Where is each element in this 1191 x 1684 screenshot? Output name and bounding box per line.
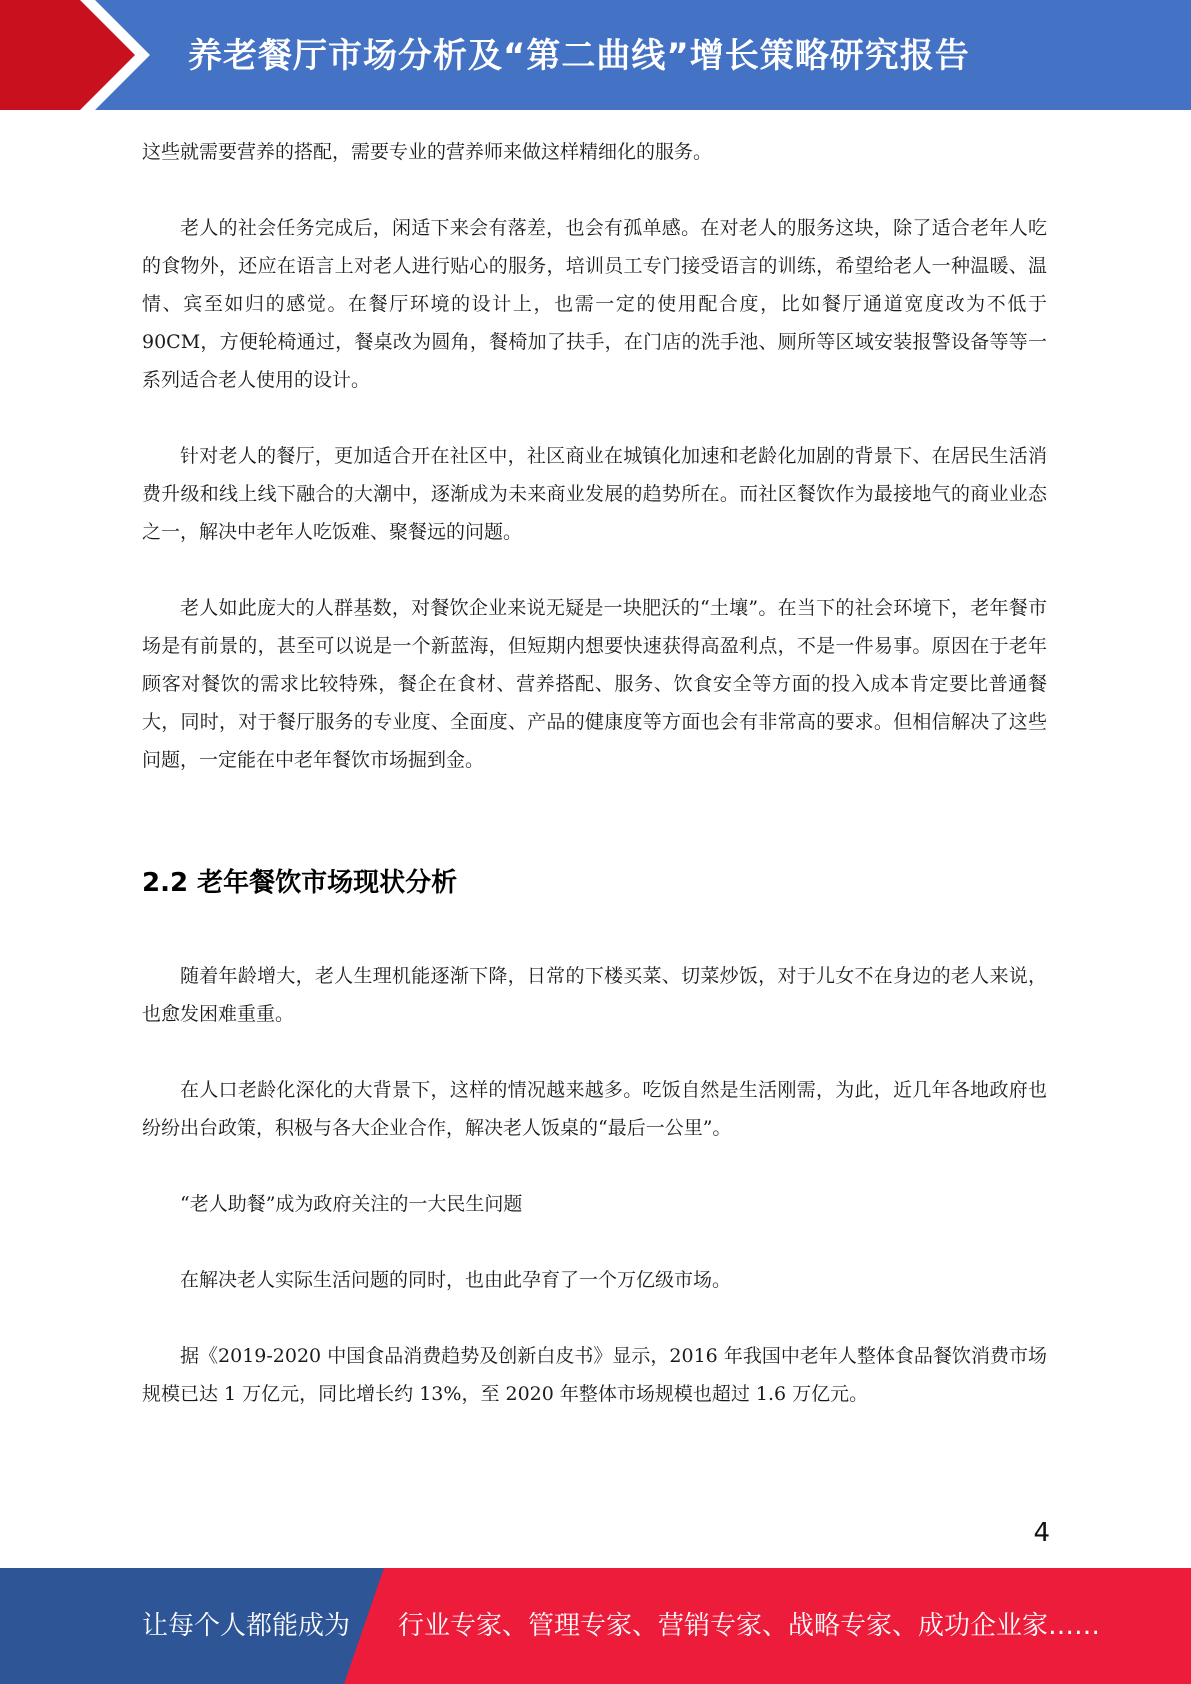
page-number: 4 (1033, 1518, 1050, 1548)
body-top (142, 133, 1047, 779)
footer-banner (0, 1568, 1191, 1684)
header-banner (0, 0, 1191, 110)
paragraph: 老人如此庞大的人群基数，对餐饮企业来说无疑是一块肥沃的“土壤”。在当下的社会环境下，老年餐市场是有前景的，甚至可以说是一个新蓝海，但短期内想要快速获得高盈利点，不是一件易事。原因在于老年顾客对餐饮的需求比较特殊，餐企在食材、营养搭配、服务、饮食安全等方面的投入成本肯定要比普通餐大，同时，对于餐厅服务的专业度、全面度、产品的健康度等方面也会有非常高的要求。但相信解决了这些问题，一定能在中老年餐饮市场掘到金。 (142, 597, 1047, 771)
paragraph: 随着年龄增大，老人生理机能逐渐下降，日常的下楼买菜、切菜炒饭，对于儿女不在身边的老人来说，也愈发困难重重。 (142, 965, 1047, 1025)
section-heading: 2.2 老年餐饮市场现状分析 (142, 868, 458, 898)
paragraph: 这些就需要营养的搭配，需要专业的营养师来做这样精细化的服务。 (142, 141, 713, 163)
footer-slogan-right: 行业专家、管理专家、营销专家、战略专家、成功企业家…… (398, 1611, 1101, 1641)
paragraph: 在解决老人实际生活问题的同时，也由此孕育了一个万亿级市场。 (180, 1269, 732, 1291)
document-title: 养老餐厅市场分析及“第二曲线”增长策略研究报告 (188, 36, 970, 76)
footer-slogan-left: 让每个人都能成为 (142, 1611, 351, 1641)
paragraph: 老人的社会任务完成后，闲适下来会有落差，也会有孤单感。在对老人的服务这块，除了适合老年人吃的食物外，还应在语言上对老人进行贴心的服务，培训员工专门接受语言的训练，希望给老人一种温暖、温情、宾至如归的感觉。在餐厅环境的设计上，也需一定的使用配合度，比如餐厅通道宽度改为不低于 90CM，方便轮椅通过，餐桌改为圆角，餐椅加了扶手，在门店的洗手池、厕所等区域安装报警设备等等一系列适合老人使用的设计。 (142, 217, 1047, 391)
paragraph: “老人助餐”成为政府关注的一大民生问题 (180, 1193, 523, 1215)
paragraph: 据《2019-2020 中国食品消费趋势及创新白皮书》显示，2016 年我国中老年人整体食品餐饮消费市场规模已达 1 万亿元，同比增长约 13%，至 2020 年整体市场规模也超过 1.6 万亿元。 (142, 1345, 1047, 1405)
paragraph: 在人口老龄化深化的大背景下，这样的情况越来越多。吃饭自然是生活刚需，为此，近几年各地政府也纷纷出台政策，积极与各大企业合作，解决老人饭桌的“最后一公里”。 (142, 1079, 1047, 1139)
paragraph: 针对老人的餐厅，更加适合开在社区中，社区商业在城镇化加速和老龄化加剧的背景下、在居民生活消费升级和线上线下融合的大潮中，逐渐成为未来商业发展的趋势所在。而社区餐饮作为最接地气的商业业态之一，解决中老年人吃饭难、聚餐远的问题。 (142, 445, 1047, 543)
